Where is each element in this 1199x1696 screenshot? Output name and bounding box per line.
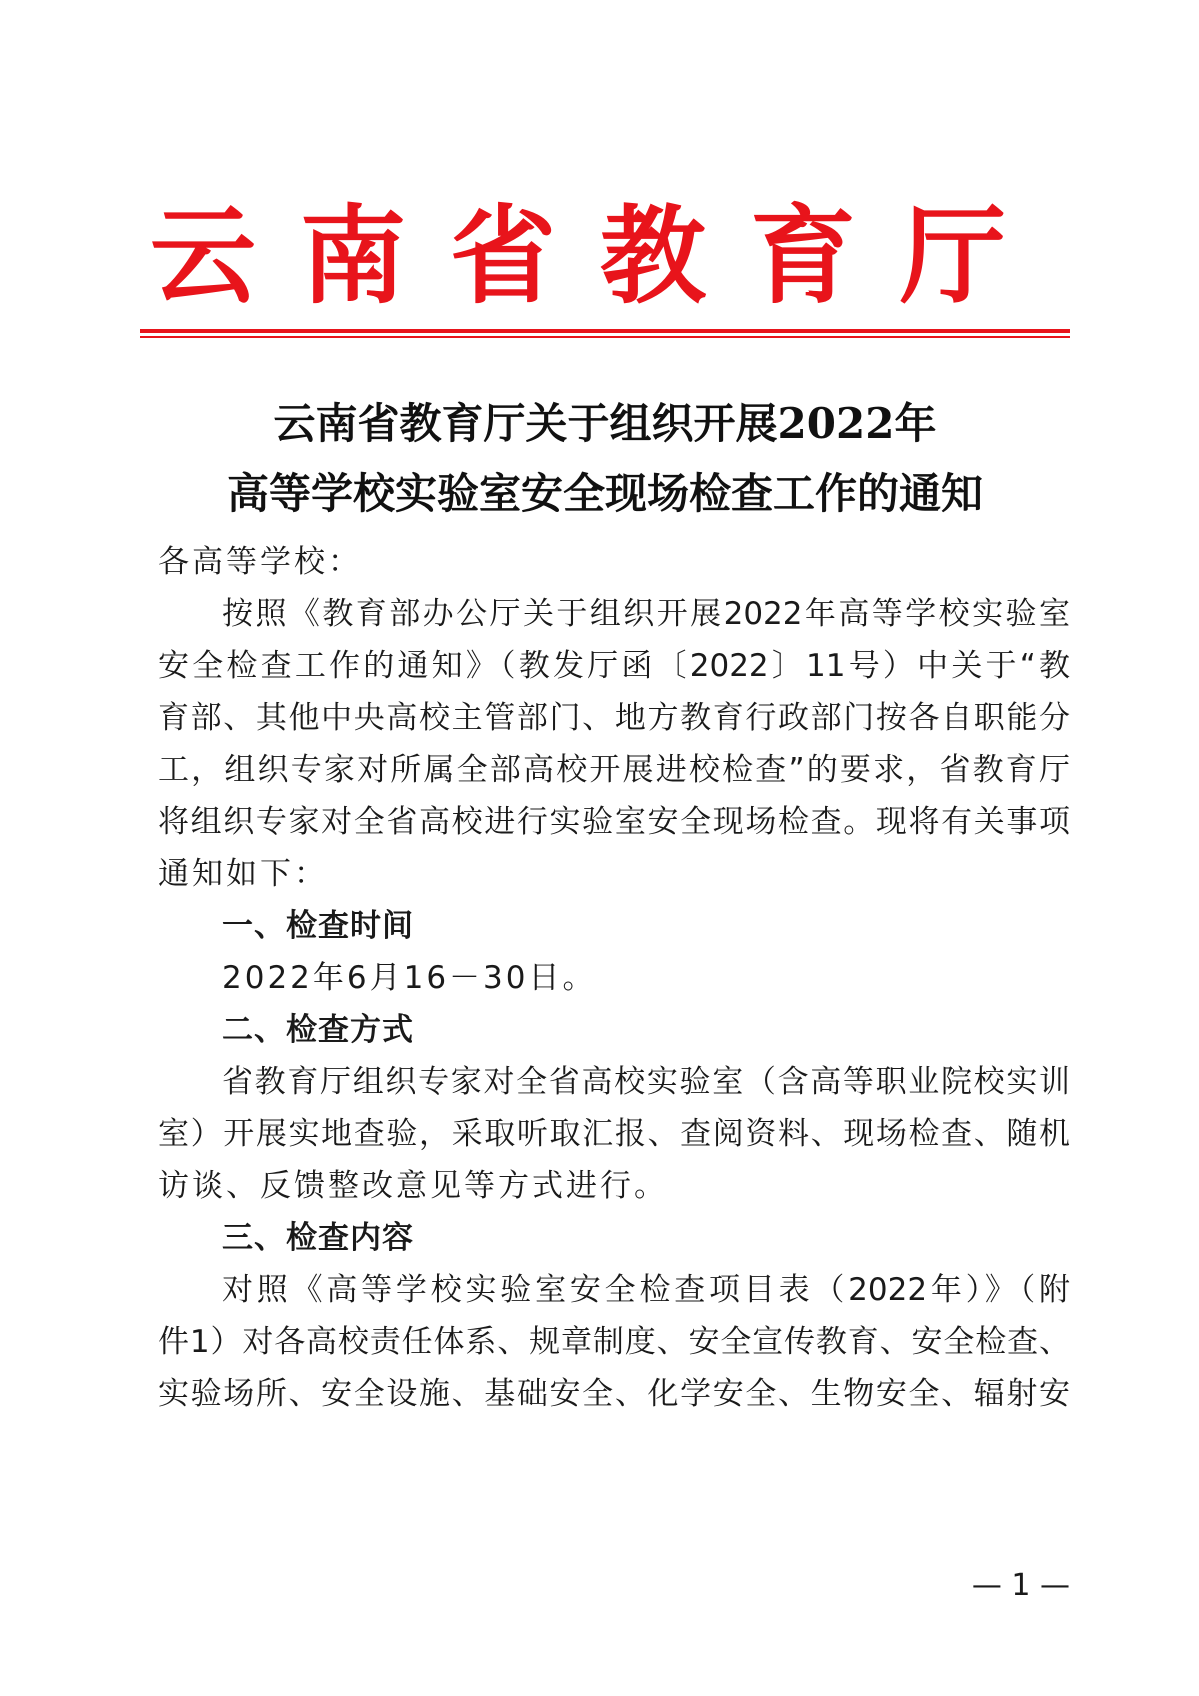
page-number: — 1 — — [971, 1568, 1070, 1603]
section-heading-content: 三、检查内容 — [222, 1220, 414, 1256]
section-heading-method: 二、检查方式 — [222, 1012, 414, 1048]
section-body-line: 访谈、反馈整改意见等方式进行。 — [158, 1168, 668, 1204]
salutation: 各高等学校： — [158, 544, 362, 580]
document-title-line-2: 高等学校实验室安全现场检查工作的通知 — [226, 469, 983, 518]
section-body-line: 室）开展实地查验，采取听取汇报、查阅资料、现场检查、随机 — [158, 1116, 1070, 1152]
intro-line: 育部、其他中央高校主管部门、地方教育行政部门按各自职能分 — [158, 700, 1070, 736]
intro-line: 按照《教育部办公厅关于组织开展2022年高等学校实验室 — [222, 596, 1070, 632]
intro-line: 将组织专家对全省高校进行实验室安全现场检查。现将有关事项 — [158, 804, 1070, 840]
section-body-line: 实验场所、安全设施、基础安全、化学安全、生物安全、辐射安 — [158, 1376, 1070, 1412]
section-body-line: 省教育厅组织专家对全省高校实验室（含高等职业院校实训 — [222, 1064, 1070, 1100]
section-body-time: 2022年6月16－30日。 — [222, 960, 597, 996]
intro-line: 通知如下： — [158, 856, 328, 892]
intro-line: 工，组织专家对所属全部高校开展进校检查”的要求，省教育厅 — [158, 752, 1070, 788]
masthead-title: 云南省教育厅 — [150, 193, 1050, 318]
section-heading-time: 一、检查时间 — [222, 908, 414, 944]
intro-line: 安全检查工作的通知》（教发厅函〔2022〕11号）中关于“教 — [158, 648, 1070, 684]
masthead-rule-thick — [140, 329, 1070, 333]
section-body-line: 件1）对各高校责任体系、规章制度、安全宣传教育、安全检查、 — [158, 1324, 1070, 1360]
masthead-rule-thin — [140, 336, 1070, 338]
section-body-line: 对照《高等学校实验室安全检查项目表（2022年）》（附 — [222, 1272, 1070, 1308]
document-title-line-1: 云南省教育厅关于组织开展2022年 — [273, 399, 937, 448]
